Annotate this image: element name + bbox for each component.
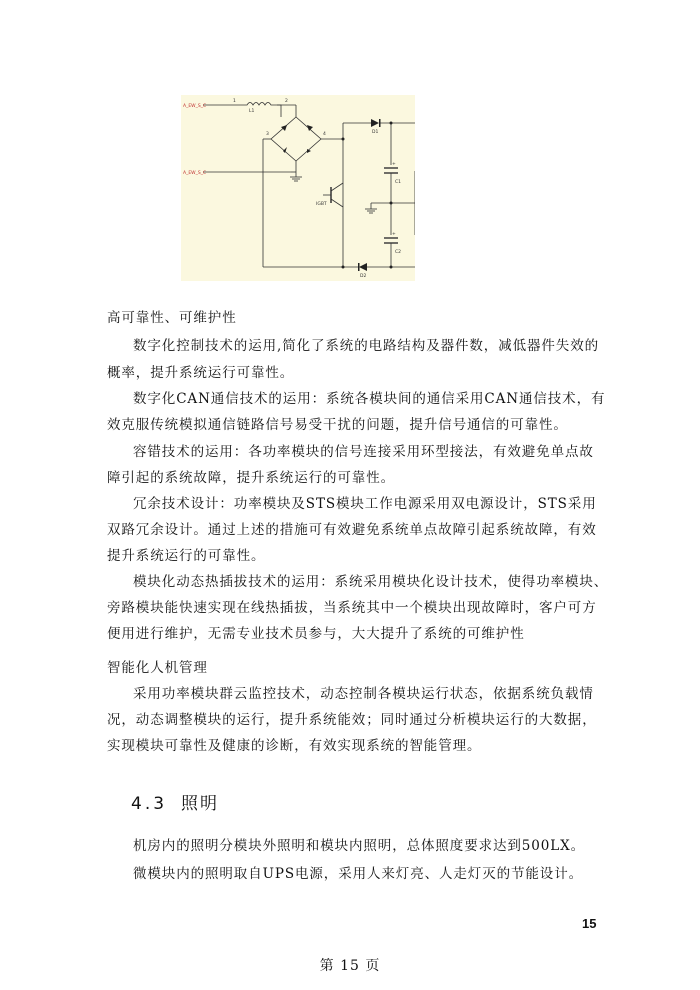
diode-d1-symbol (371, 119, 379, 127)
subheading-reliability: 高可靠性、可维护性 (107, 310, 237, 326)
paragraph-line: 冗余技术设计：功率模块及STS模块工作电源采用双电源设计，STS采用 (133, 496, 597, 512)
section-number: 4.3 (131, 794, 168, 814)
paragraph-line: 旁路模块能快速实现在线热插拔，当系统其中一个模块出现故障时，客户可方 (107, 600, 597, 616)
circuit-svg (181, 95, 415, 281)
bridge-diode-1 (281, 125, 287, 131)
paragraph-line: 效克服传统模拟通信链路信号易受干扰的问题，提升信号通信的可靠性。 (107, 417, 568, 433)
paragraph-line: 采用功率模块群云监控技术，动态控制各模块运行状态，依据系统负载情 (133, 686, 594, 702)
pin-label-1: 1 (233, 99, 236, 104)
cap-label-c1: C1 (395, 180, 402, 185)
pin-label-2: 2 (285, 99, 288, 104)
cap-plus-2: + (392, 232, 396, 237)
paragraph-line: 概率，提升系统运行可靠性。 (107, 365, 295, 381)
page-footer: 第 15 页 (319, 958, 381, 974)
node-label-4: 4 (323, 132, 326, 137)
inductor-coil (229, 103, 281, 118)
section-heading (131, 789, 219, 814)
diode-d2-symbol (359, 263, 367, 271)
section-title: 照明 (181, 794, 220, 814)
circuit-diagram (181, 95, 415, 281)
paragraph-line: 机房内的照明分模块外照明和模块内照明，总体照度要求达到500LX。 (133, 838, 586, 854)
paragraph-line: 模块化动态热插拔技术的运用：系统采用模块化设计技术，使得功率模块、 (133, 574, 609, 590)
paragraph-line: 容错技术的运用：各功率模块的信号连接采用环型接法，有效避免单点故 (133, 444, 594, 460)
paragraph-line: 况，动态调整模块的运行，提升系统能效；同时通过分析模块运行的大数据， (107, 712, 597, 728)
transistor-label: IGBT (316, 202, 327, 207)
input-label-1: A_EW_S_C (183, 104, 207, 109)
cap-plus-1: + (392, 162, 396, 167)
subheading-smart-management: 智能化人机管理 (107, 660, 208, 676)
paragraph-line: 障引起的系统故障，提升系统运行的可靠性。 (107, 470, 395, 486)
paragraph-line: 实现模块可靠性及健康的诊断，有效实现系统的智能管理。 (107, 738, 482, 754)
paragraph-line: 便用进行维护，无需专业技术员参与，大大提升了系统的可维护性 (107, 626, 525, 642)
cap-label-c2: C2 (395, 250, 402, 255)
paragraph-line: 双路冗余设计。通过上述的措施可有效避免系统单点故障引起系统故障，有效 (107, 522, 597, 538)
paragraph-line: 提升系统运行的可靠性。 (107, 548, 266, 564)
node-label-3: 3 (266, 132, 269, 137)
bridge-rectifier (271, 117, 321, 161)
input-label-2: A_EW_S_C (183, 171, 207, 176)
diode-label-d1: D1 (372, 130, 379, 135)
paragraph-line: 数字化CAN通信技术的运用：系统各模块间的通信采用CAN通信技术，有 (133, 391, 606, 407)
paragraph-line: 微模块内的照明取自UPS电源，采用人来灯亮、人走灯灭的节能设计。 (133, 866, 584, 882)
page-number: 15 (582, 916, 597, 931)
paragraph-line: 数字化控制技术的运用,简化了系统的电路结构及器件数，减低器件失效的 (133, 338, 599, 354)
diode-label-d2: D2 (360, 274, 367, 279)
inductor-label: L1 (249, 109, 255, 114)
